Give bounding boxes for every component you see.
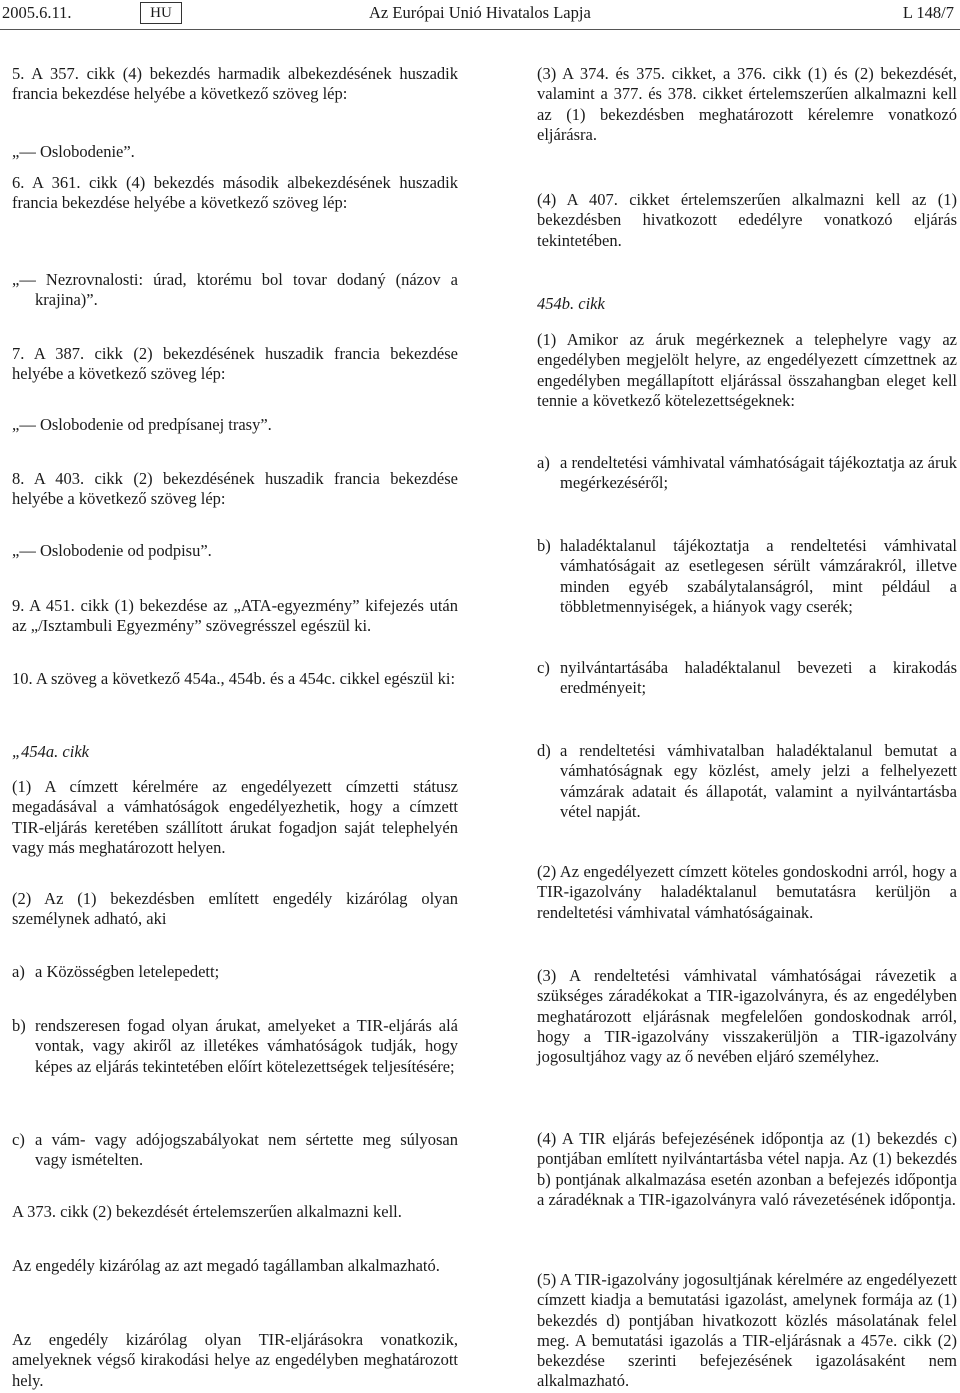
paragraph-6: 6. A 361. cikk (4) bekezdés második albekezdésének huszadik francia bekezdése helyébe a következő szöveg lép:	[12, 173, 458, 213]
article-454b-para-2: (2) Az engedélyezett címzett köteles gondoskodni arról, hogy a TIR-igazolvány haladéktalanul bemutatásra kerüljön a rendeltetési vámhivatal vámhatóságainak.	[537, 862, 957, 922]
list-item-b	[537, 536, 957, 618]
list-label: b)	[537, 536, 551, 555]
list-item-c	[537, 658, 957, 700]
paragraph-8: 8. A 403. cikk (2) bekezdésének huszadik francia bekezdése helyébe a következő szöveg lép:	[12, 469, 458, 509]
quote-7: „— Oslobodenie od predpísanej trasy”.	[12, 415, 272, 434]
article-454b-para-3: (3) A rendeltetési vámhivatal vámhatóságai rávezetik a szükséges záradékokat a TIR-igazolványra, és az engedélyben meghatározott eljárásnak megfelelően gondoskodnak arról, hogy a TIR-igazolvány visszakerüljön a TIR-igazolvány jogosultjához vagy az ő nevében eljáró személyhez.	[537, 966, 957, 1067]
article-454a-heading: „454a. cikk	[12, 742, 89, 761]
quote-5: „— Oslobodenie”.	[12, 142, 135, 161]
article-454a-para-3: (3) A 374. és 375. cikket, a 376. cikk (1) és (2) bekezdését, valamint a 377. és 378. cikket értelemszerűen alkalmazni kell az (1) bekezdésben meghatározott kérelemre vonatkozó eljárásra.	[537, 64, 957, 144]
paragraph-9: 9. A 451. cikk (1) bekezdése az „ATA-egyezmény” kifejezés után az „/Isztambuli Egyezmény” szövegrésszel egészül ki.	[12, 596, 458, 636]
list-text: haladéktalanul tájékoztatja a rendeltetési vámhivatal vámhatóságait az esetlegesen sérült vámzárakról, illetve minden egyéb szabálytalanságról, mint például a többletmennyiségek, a hiányok vagy cserék;	[560, 536, 957, 616]
article-454b-para-4: (4) A TIR eljárás befejezésének időpontja az (1) bekezdés c) pontjában említett nyilvántartásba vétel napja. Az (1) bekezdés b) pontjának alkalmazása esetén azonban a befejezés időpontja a záradéknak a TIR-igazolványra való rávezetésének időpontja.	[537, 1129, 957, 1209]
list-item-a	[537, 453, 957, 495]
list-text: a vám- vagy adójogszabályokat nem sértette meg súlyosan vagy ismételten.	[35, 1130, 458, 1170]
header-date: 2005.6.11.	[2, 3, 72, 22]
article-454a-para-4: (4) A 407. cikket értelemszerűen alkalmazni kell az (1) bekezdésben hivatkozott ededélyre vonatkozó eljárás tekintetében.	[537, 190, 957, 250]
list-item-a	[12, 962, 458, 984]
journal-title: Az Európai Unió Hivatalos Lapja	[369, 3, 591, 22]
list-item-d	[537, 741, 957, 823]
list-label: d)	[537, 741, 551, 760]
list-label: a)	[12, 962, 25, 981]
article-454a-para-2: (2) Az (1) bekezdésben említett engedély kizárólag olyan személynek adható, aki	[12, 889, 458, 929]
paragraph-5: 5. A 357. cikk (4) bekezdés harmadik albekezdésének huszadik francia bekezdése helyébe a következő szöveg lép:	[12, 64, 458, 104]
list-label: c)	[12, 1130, 25, 1149]
list-text: a rendeltetési vámhivatal vámhatóságait tájékoztatja az áruk megérkezéséről;	[560, 453, 957, 493]
header-divider	[0, 29, 960, 30]
list-text: a rendeltetési vámhivatalban haladéktalanul bemutat a vámhatóságnak egy közlést, amely jelzi a felhelyezett vámzárak adatait és állapotát, valamint a nyilvántartásba vétel napját.	[560, 741, 957, 821]
language-badge: HU	[140, 2, 182, 24]
list-text: nyilvántartásába haladéktalanul bevezeti a kirakodás eredményeit;	[560, 658, 957, 698]
page-number: L 148/7	[902, 3, 954, 22]
article-454b-para-5: (5) A TIR-igazolvány jogosultjának kérelmére az engedélyezett címzett kiadja a bemutatási igazolást, amelynek formája az (1) bekezdés d) pontjában hivatkozott közlés másolatának felel meg. A bemutatási igazolás a TIR-eljárásnak a 457e. cikk (2) bekezdése szerinti befejezésének igazolásaként nem alkalmazható.	[537, 1270, 957, 1391]
list-label: b)	[12, 1016, 26, 1035]
list-label: a)	[537, 453, 550, 472]
article-373-reference: A 373. cikk (2) bekezdését értelemszerűen alkalmazni kell.	[12, 1202, 402, 1221]
article-454a-para-1: (1) A címzett kérelmére az engedélyezett címzetti státusz megadásával a vámhatóságok engedélyezhetik, hogy a címzett TIR-eljárás keretében szállított árukat fogadjon saját telephelyén vagy más meghatározott helyen.	[12, 777, 458, 857]
list-text: a Közösségben letelepedett;	[35, 962, 220, 981]
quote-8: „— Oslobodenie od podpisu”.	[12, 541, 212, 560]
list-item-c	[12, 1130, 458, 1172]
paragraph-7: 7. A 387. cikk (2) bekezdésének huszadik francia bekezdése helyébe a következő szöveg lép:	[12, 344, 458, 384]
list-item-b	[12, 1016, 458, 1098]
authorisation-scope-1: Az engedély kizárólag az azt megadó tagállamban alkalmazható.	[12, 1256, 440, 1275]
article-454b-heading: 454b. cikk	[537, 294, 605, 313]
paragraph-10: 10. A szöveg a következő 454a., 454b. és a 454c. cikkel egészül ki:	[12, 669, 456, 688]
page-header	[0, 0, 960, 26]
quote-6: „— Nezrovnalosti: úrad, ktorému bol tovar dodaný (názov a krajina)”.	[12, 270, 458, 310]
article-454b-para-1: (1) Amikor az áruk megérkeznek a telephelyre vagy az engedélyben megjelölt helyre, az engedélyezett címzettnek az engedélyben megállapított eljárással összahangban eleget kell tennie a következő kötelezettségeknek:	[537, 330, 957, 410]
list-label: c)	[537, 658, 550, 677]
list-text: rendszeresen fogad olyan árukat, amelyeket a TIR-eljárás alá vontak, vagy akiről az illetékes vámhatóságok tudják, hogy képes az eljárás tekintetében előírt kötelezettségek teljesítésére;	[35, 1016, 458, 1076]
authorisation-scope-2: Az engedély kizárólag olyan TIR-eljárásokra vonatkozik, amelyeknek végső kirakodási helye az engedélyben meghatározott hely.	[12, 1330, 458, 1390]
